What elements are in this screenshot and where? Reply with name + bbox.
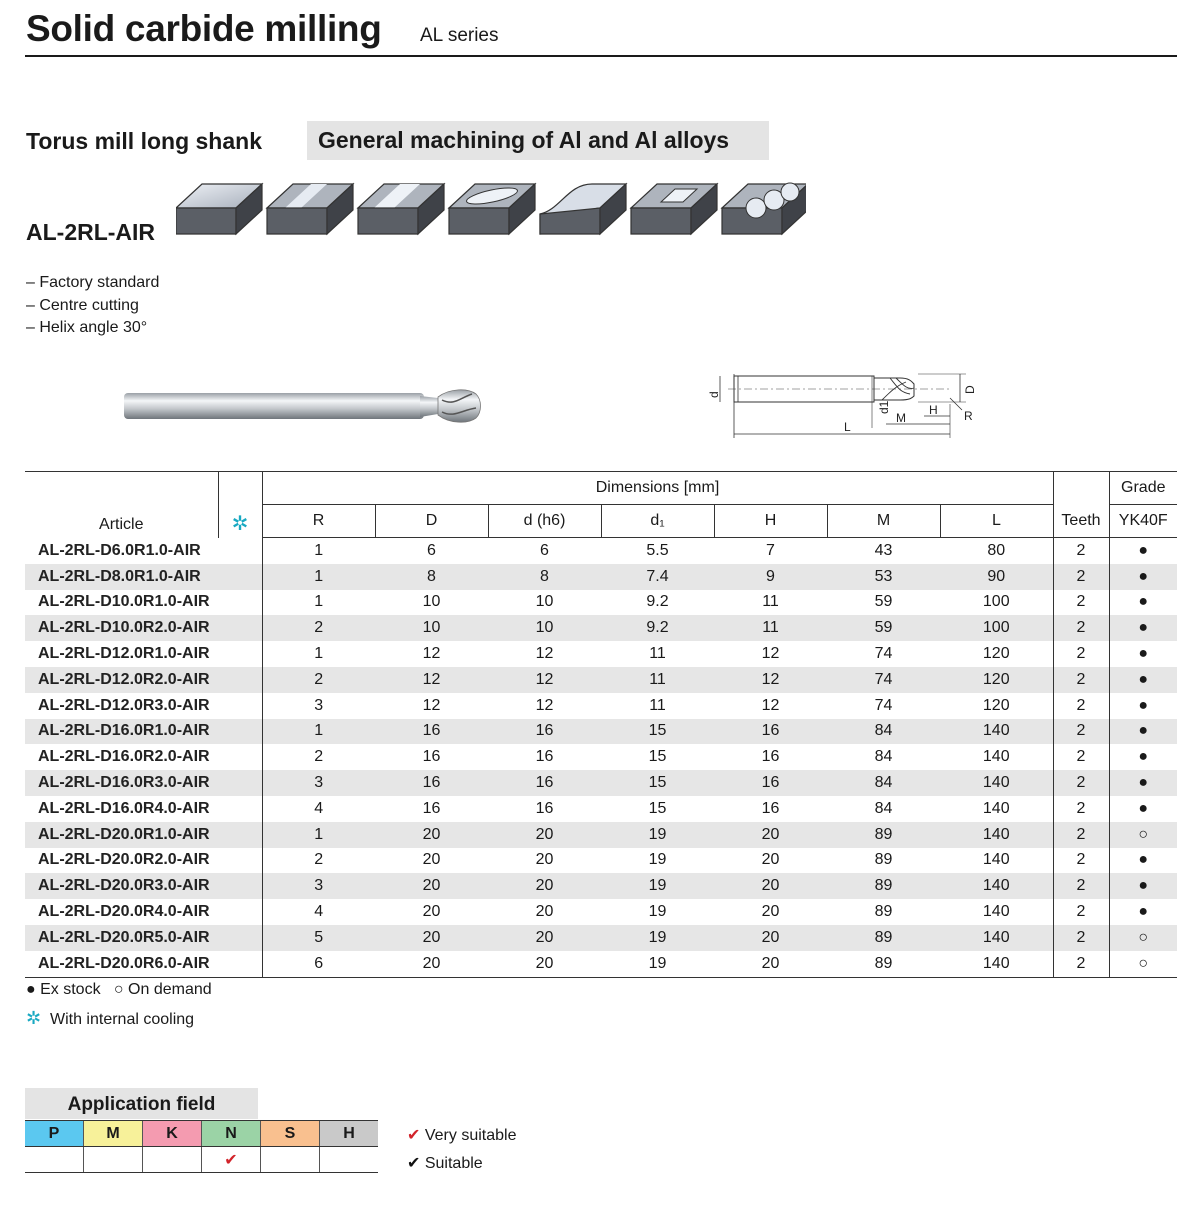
suitability-P [25, 1147, 84, 1173]
cell-R: 1 [262, 822, 375, 848]
cell-L: 140 [940, 873, 1053, 899]
cell-L: 140 [982, 903, 1010, 921]
col-header-dh6: d (h6) [488, 505, 601, 538]
cell-H: 7 [766, 541, 775, 559]
cell-H: 12 [761, 645, 780, 663]
cell-M: 74 [874, 696, 893, 714]
cell-R: 2 [314, 748, 324, 766]
table-row [25, 822, 1177, 848]
cell-grade: ● [1138, 541, 1149, 559]
drawing-label-D: D [963, 385, 977, 394]
drawing-label-d1: d1 [877, 400, 891, 414]
pocket-milling-icon [449, 184, 535, 234]
cell-R: 2 [314, 851, 324, 869]
cell-R: 3 [314, 696, 324, 714]
cell-R: 2 [262, 615, 375, 641]
cell-R: 1 [314, 541, 324, 559]
cell-L: 140 [982, 748, 1010, 766]
table-row [25, 719, 1177, 745]
specification-table [25, 471, 1177, 978]
cell-D: 12 [375, 667, 488, 693]
col-header-L: L [940, 505, 1053, 538]
on-demand-legend: ○ On demand [113, 981, 212, 998]
suitability-H [320, 1147, 379, 1173]
cell-M: 89 [827, 873, 940, 899]
cell-cooling [218, 719, 262, 745]
cell-d1: 9.2 [646, 593, 669, 611]
title-divider [25, 55, 1177, 57]
cell-article: AL-2RL-D16.0R4.0-AIR [38, 799, 210, 817]
material-H: H [320, 1121, 379, 1147]
cell-D: 12 [422, 696, 441, 714]
material-P: P [25, 1121, 84, 1147]
feature-item: – Helix angle 30° [26, 319, 148, 336]
cell-R: 1 [314, 593, 324, 611]
cell-dh6: 20 [488, 873, 601, 899]
cell-grade: ● [1109, 615, 1177, 641]
cell-R: 4 [314, 799, 324, 817]
cell-grade: ● [1109, 719, 1177, 745]
snowflake-icon: ✲ [26, 1008, 42, 1028]
table-row [25, 796, 1177, 822]
cell-R: 1 [262, 564, 375, 590]
cell-teeth: 2 [1053, 925, 1109, 951]
cell-H: 16 [761, 799, 780, 817]
cell-article: AL-2RL-D12.0R2.0-AIR [25, 667, 218, 693]
cell-teeth: 2 [1053, 538, 1109, 564]
table-row [25, 538, 1177, 564]
cell-D: 20 [375, 925, 488, 951]
cell-cooling [218, 770, 262, 796]
cell-cooling [218, 925, 262, 951]
cell-M: 74 [874, 645, 893, 663]
cell-teeth: 2 [1053, 693, 1109, 719]
col-header-H: H [714, 505, 827, 538]
cell-M: 84 [827, 719, 940, 745]
cell-D: 8 [375, 564, 488, 590]
cell-grade: ● [1138, 696, 1149, 714]
teeth-group-spacer [1053, 472, 1109, 505]
drawing-label-L: L [844, 420, 851, 434]
cell-article: AL-2RL-D16.0R3.0-AIR [25, 770, 218, 796]
cell-d1: 11 [649, 696, 666, 714]
cell-dh6: 20 [488, 951, 601, 977]
table-row [25, 667, 1177, 693]
cell-H: 11 [762, 593, 779, 611]
cell-dh6: 6 [540, 541, 549, 559]
cell-L: 140 [940, 822, 1053, 848]
technical-drawing [700, 368, 990, 443]
cell-H: 20 [761, 903, 780, 921]
product-code: AL-2RL-AIR [26, 219, 156, 245]
cell-H: 9 [714, 564, 827, 590]
feature-item: – Factory standard [26, 274, 160, 291]
end-mill-photo [120, 380, 490, 430]
drawing-label-R: R [964, 409, 973, 423]
cell-d1: 7.4 [601, 564, 714, 590]
cell-teeth: 2 [1053, 899, 1109, 925]
cell-teeth: 2 [1053, 719, 1109, 745]
table-row [25, 744, 1177, 770]
cell-L: 140 [940, 770, 1053, 796]
cell-dh6: 20 [535, 851, 554, 869]
cell-grade: ○ [1109, 925, 1177, 951]
drawing-label-M: M [896, 411, 906, 425]
cell-grade: ○ [1109, 951, 1177, 977]
cell-article: AL-2RL-D16.0R2.0-AIR [38, 748, 210, 766]
cell-M: 89 [827, 822, 940, 848]
feature-item: – Centre cutting [26, 296, 139, 314]
cell-article: AL-2RL-D16.0R1.0-AIR [25, 719, 218, 745]
ex-stock-legend: ● Ex stock [26, 981, 101, 998]
plunge-milling-icon [722, 183, 806, 234]
cell-D: 20 [422, 851, 441, 869]
cell-M: 59 [874, 593, 893, 611]
table-row [25, 848, 1177, 874]
cooling-legend-text: With internal cooling [49, 1011, 195, 1028]
dimensions-group-header: Dimensions [mm] [262, 472, 1053, 505]
cell-d1: 15 [648, 748, 667, 766]
col-header-d1: d₁ [601, 505, 714, 538]
suitability-K [143, 1147, 202, 1173]
col-header-teeth: Teeth [1053, 505, 1109, 538]
table-row [25, 899, 1177, 925]
cell-cooling [218, 899, 262, 925]
col-header-grade: YK40F [1109, 505, 1177, 538]
cell-R: 3 [262, 770, 375, 796]
cell-M: 84 [874, 748, 893, 766]
cell-L: 100 [982, 593, 1010, 611]
cell-M: 89 [874, 851, 893, 869]
table-row [25, 564, 1177, 590]
cell-D: 20 [375, 873, 488, 899]
cell-cooling [218, 667, 262, 693]
cell-d1: 19 [648, 851, 667, 869]
cell-L: 140 [940, 719, 1053, 745]
cell-cooling [218, 744, 262, 770]
suitability-S [261, 1147, 320, 1173]
table-row [25, 590, 1177, 616]
application-field-table [25, 1120, 378, 1173]
col-header-D: D [375, 505, 488, 538]
cell-dh6: 20 [535, 903, 554, 921]
cell-teeth: 2 [1053, 564, 1109, 590]
machining-operations-icons [176, 180, 806, 250]
cell-H: 16 [714, 770, 827, 796]
black-check-icon: ✔ [407, 1155, 421, 1172]
cell-H: 12 [761, 696, 780, 714]
cell-H: 20 [714, 951, 827, 977]
closed-pocket-icon [631, 184, 717, 234]
cell-cooling [218, 822, 262, 848]
cell-teeth: 2 [1053, 744, 1109, 770]
cell-article: AL-2RL-D20.0R2.0-AIR [38, 851, 210, 869]
cell-H: 11 [714, 615, 827, 641]
cell-R: 1 [314, 645, 324, 663]
cell-cooling [218, 615, 262, 641]
cell-H: 16 [714, 719, 827, 745]
cell-article: AL-2RL-D8.0R1.0-AIR [25, 564, 218, 590]
cell-L: 140 [982, 799, 1010, 817]
cell-M: 43 [874, 541, 893, 559]
cell-D: 16 [375, 719, 488, 745]
cell-cooling [218, 848, 262, 874]
cell-dh6: 12 [535, 645, 554, 663]
cell-d1: 15 [601, 719, 714, 745]
cell-d1: 19 [601, 925, 714, 951]
cell-teeth: 2 [1053, 641, 1109, 667]
red-check-icon: ✔ [407, 1127, 421, 1144]
cell-dh6: 12 [535, 696, 554, 714]
cell-d1: 19 [648, 903, 667, 921]
cell-article: AL-2RL-D20.0R4.0-AIR [38, 903, 210, 921]
cell-dh6: 16 [535, 799, 554, 817]
cell-d1: 19 [601, 951, 714, 977]
col-header-R: R [262, 505, 375, 538]
cooling-legend [26, 1008, 194, 1029]
application-tag: General machining of Al and Al alloys [307, 121, 769, 160]
cell-R: 4 [314, 903, 324, 921]
cell-dh6: 20 [488, 822, 601, 848]
cell-R: 6 [262, 951, 375, 977]
table-row [25, 925, 1177, 951]
feature-list [26, 272, 159, 340]
cell-dh6: 12 [488, 667, 601, 693]
cell-article: AL-2RL-D12.0R3.0-AIR [38, 696, 210, 714]
cooling-header [218, 472, 262, 538]
cell-d1: 11 [601, 667, 714, 693]
face-milling-icon [176, 184, 262, 234]
cell-grade: ● [1138, 851, 1149, 869]
cell-H: 12 [714, 667, 827, 693]
cell-article: AL-2RL-D20.0R3.0-AIR [25, 873, 218, 899]
stock-legend [26, 981, 212, 999]
table-row [25, 693, 1177, 719]
cell-R: 2 [262, 667, 375, 693]
drawing-label-d: d [707, 391, 721, 398]
section-subtitle: Torus mill long shank [26, 128, 262, 154]
cell-D: 6 [427, 541, 436, 559]
cell-M: 89 [874, 903, 893, 921]
article-header: Article [25, 472, 218, 538]
cell-R: 1 [262, 719, 375, 745]
cell-d1: 19 [601, 822, 714, 848]
cell-cooling [218, 590, 262, 616]
cell-teeth: 2 [1053, 615, 1109, 641]
cell-cooling [218, 693, 262, 719]
table-row [25, 615, 1177, 641]
cell-cooling [218, 538, 262, 564]
cell-d1: 15 [601, 770, 714, 796]
cell-d1: 15 [648, 799, 667, 817]
cell-L: 100 [940, 615, 1053, 641]
cell-cooling [218, 564, 262, 590]
cell-grade: ● [1138, 593, 1149, 611]
cell-d1: 11 [649, 645, 666, 663]
cell-H: 16 [761, 748, 780, 766]
suitability-N: ✔ [202, 1147, 261, 1173]
cell-grade: ● [1138, 748, 1149, 766]
cell-grade: ● [1138, 903, 1149, 921]
cell-D: 10 [422, 593, 441, 611]
cell-grade: ● [1109, 873, 1177, 899]
cell-R: 3 [262, 873, 375, 899]
snowflake-icon: ✲ [231, 512, 249, 535]
cell-M: 89 [827, 925, 940, 951]
specification-rows [25, 538, 1177, 978]
cell-L: 120 [940, 667, 1053, 693]
cell-D: 10 [375, 615, 488, 641]
suitability-M [84, 1147, 143, 1173]
material-S: S [261, 1121, 320, 1147]
cell-teeth: 2 [1053, 873, 1109, 899]
grade-group-header: Grade [1109, 472, 1177, 505]
suitable-legend: ✔ Suitable [407, 1155, 483, 1172]
cell-D: 20 [375, 951, 488, 977]
cell-R: 5 [262, 925, 375, 951]
page-title: Solid carbide milling [26, 8, 382, 49]
cell-M: 89 [827, 951, 940, 977]
cell-L: 80 [987, 541, 1006, 559]
cell-article: AL-2RL-D20.0R1.0-AIR [25, 822, 218, 848]
cell-L: 140 [982, 851, 1010, 869]
cell-M: 84 [827, 770, 940, 796]
cell-M: 74 [827, 667, 940, 693]
cell-dh6: 20 [488, 925, 601, 951]
table-row [25, 641, 1177, 667]
cell-dh6: 10 [535, 593, 554, 611]
cell-dh6: 16 [535, 748, 554, 766]
cell-M: 53 [827, 564, 940, 590]
cell-dh6: 16 [488, 719, 601, 745]
material-N: N [202, 1121, 261, 1147]
cell-grade: ● [1138, 645, 1149, 663]
application-field-title: Application field [25, 1088, 258, 1119]
cell-d1: 19 [601, 873, 714, 899]
cell-H: 20 [761, 851, 780, 869]
cell-teeth: 2 [1053, 590, 1109, 616]
cell-article: AL-2RL-D6.0R1.0-AIR [38, 541, 201, 559]
col-header-M: M [827, 505, 940, 538]
cell-M: 84 [874, 799, 893, 817]
cell-article: AL-2RL-D12.0R1.0-AIR [38, 645, 210, 663]
cell-grade: ● [1109, 667, 1177, 693]
cell-L: 140 [940, 951, 1053, 977]
cell-article: AL-2RL-D20.0R5.0-AIR [25, 925, 218, 951]
suitability-legend [407, 1122, 516, 1178]
cell-grade: ○ [1109, 822, 1177, 848]
cell-teeth: 2 [1053, 848, 1109, 874]
cell-dh6: 10 [488, 615, 601, 641]
cell-cooling [218, 641, 262, 667]
cell-L: 140 [940, 925, 1053, 951]
slot-milling-icon [267, 184, 353, 234]
profile-milling-icon [540, 184, 626, 234]
table-row [25, 770, 1177, 796]
cell-article: AL-2RL-D10.0R1.0-AIR [38, 593, 210, 611]
cell-L: 120 [982, 645, 1010, 663]
cell-D: 16 [422, 748, 441, 766]
cell-article: AL-2RL-D10.0R2.0-AIR [25, 615, 218, 641]
cell-article: AL-2RL-D20.0R6.0-AIR [25, 951, 218, 977]
cell-D: 16 [375, 770, 488, 796]
cell-teeth: 2 [1053, 822, 1109, 848]
cell-grade: ● [1109, 564, 1177, 590]
cell-teeth: 2 [1053, 667, 1109, 693]
cell-dh6: 16 [488, 770, 601, 796]
groove-milling-icon [358, 184, 444, 234]
cell-L: 120 [982, 696, 1010, 714]
cell-D: 20 [375, 822, 488, 848]
table-row [25, 873, 1177, 899]
cell-H: 20 [714, 873, 827, 899]
drawing-label-H: H [929, 403, 938, 417]
cell-M: 59 [827, 615, 940, 641]
cell-H: 20 [714, 925, 827, 951]
cell-L: 90 [940, 564, 1053, 590]
cell-cooling [218, 796, 262, 822]
cell-d1: 9.2 [601, 615, 714, 641]
cell-D: 16 [422, 799, 441, 817]
cell-d1: 5.5 [646, 541, 669, 559]
cell-dh6: 8 [488, 564, 601, 590]
series-label: AL series [420, 25, 499, 46]
material-M: M [84, 1121, 143, 1147]
cell-D: 20 [422, 903, 441, 921]
table-row [25, 951, 1177, 977]
cell-cooling [218, 873, 262, 899]
cell-grade: ● [1138, 799, 1149, 817]
cell-teeth: 2 [1053, 796, 1109, 822]
cell-cooling [218, 951, 262, 977]
cell-teeth: 2 [1053, 951, 1109, 977]
cell-H: 20 [714, 822, 827, 848]
cell-teeth: 2 [1053, 770, 1109, 796]
very-suitable-legend: ✔ Very suitable [407, 1127, 517, 1144]
cell-D: 12 [422, 645, 441, 663]
material-K: K [143, 1121, 202, 1147]
cell-grade: ● [1109, 770, 1177, 796]
